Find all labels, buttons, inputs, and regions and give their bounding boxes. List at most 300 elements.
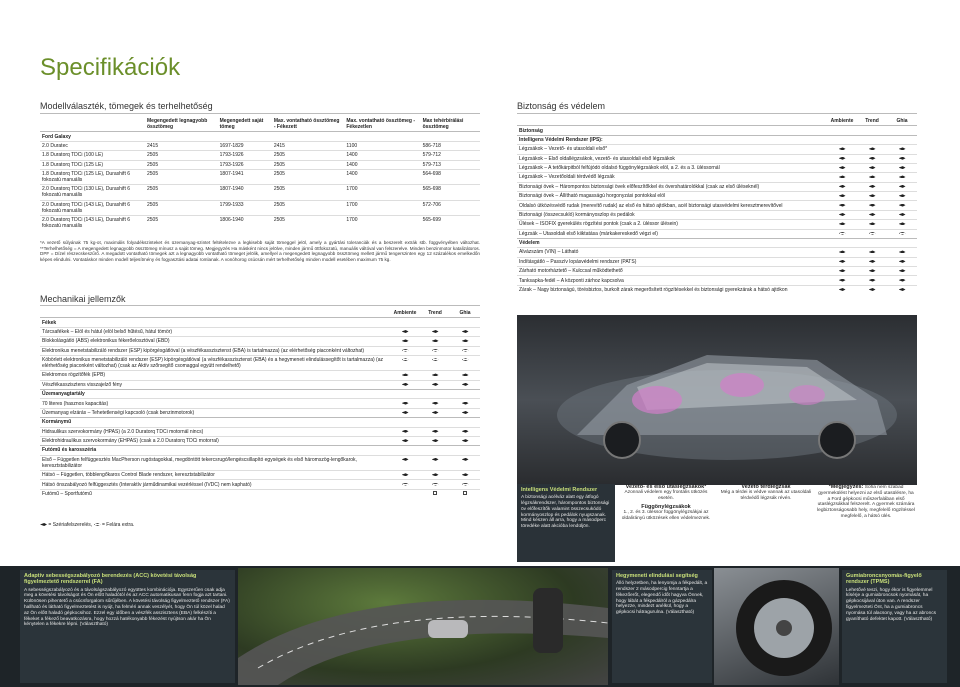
option-icon <box>402 358 409 361</box>
standard-icon <box>869 213 876 216</box>
standard-icon <box>869 157 876 160</box>
section-label: Üzemanyagtartály <box>40 390 390 399</box>
availability-cell <box>390 489 420 498</box>
availability-cell <box>887 182 917 191</box>
standard-icon <box>462 458 469 461</box>
option-icon <box>899 232 906 235</box>
feature-row <box>517 276 917 285</box>
standard-icon <box>402 439 409 442</box>
feature-row <box>517 210 917 219</box>
table-cell: 1700 <box>344 185 420 200</box>
mech-section-title: Mechanikai jellemzők <box>40 294 126 304</box>
availability-cell <box>887 220 917 229</box>
availability-cell <box>827 267 857 276</box>
standard-icon <box>899 194 906 197</box>
feature-label: Ülések – ISOFIX gyerekülés rögzítési pontok (csak a 2. üléssor ülésein) <box>517 220 827 229</box>
acc-title: Adaptív sebességszabályozó berendezés (ACC) követési távolság figyelmeztető rendszerrel (FA) <box>24 573 197 586</box>
feature-label: Hidraulikus szervokormány (HPAS) (a 2.0 Duratorq TDCi motornál nincs) <box>40 427 390 436</box>
table-cell: 1.8 Duratorq TDCi (125 LE) <box>40 160 145 169</box>
availability-cell <box>420 327 450 336</box>
feature-row <box>40 455 480 470</box>
standard-icon <box>432 330 439 333</box>
standard-icon <box>869 185 876 188</box>
availability-cell <box>450 408 480 417</box>
car-xray-image <box>517 315 917 485</box>
table-cell: 1793-1926 <box>218 160 272 169</box>
availability-cell <box>390 455 420 470</box>
availability-cell <box>887 145 917 154</box>
level-header: Ghia <box>896 118 908 125</box>
availability-cell <box>887 210 917 219</box>
availability-cell <box>857 220 887 229</box>
availability-cell <box>857 182 887 191</box>
feature-row <box>517 182 917 191</box>
section-label: Futómű és karosszéria <box>40 446 390 455</box>
feature-label: Biztonsági övek – Állítható magasságú horgonyzási pontokkal elöl <box>517 192 827 201</box>
standard-icon <box>839 213 846 216</box>
availability-cell <box>420 455 450 470</box>
standard-icon <box>839 260 846 263</box>
models-group-row <box>40 132 480 141</box>
standard-icon <box>899 157 906 160</box>
availability-cell <box>857 238 887 247</box>
standard-icon <box>899 250 906 253</box>
availability-cell <box>827 154 857 163</box>
models-header-cell: Megengedett saját tömeg <box>219 118 264 131</box>
standard-icon <box>869 269 876 272</box>
availability-cell <box>887 257 917 266</box>
standard-icon <box>402 411 409 414</box>
table-cell: 1697-1829 <box>218 141 272 150</box>
section-label: Intelligens Védelmi Rendszer (IPS): <box>517 135 827 144</box>
acc-road-image <box>238 568 608 685</box>
availability-cell <box>857 229 887 238</box>
standard-icon <box>839 157 846 160</box>
standard-icon <box>402 458 409 461</box>
standard-icon <box>869 222 876 225</box>
option-icon <box>462 483 469 486</box>
table-cell: 2505 <box>272 169 345 184</box>
availability-cell <box>420 489 450 498</box>
availability-cell <box>827 248 857 257</box>
table-cell: 564-698 <box>421 169 480 184</box>
models-section-title: Modellválaszték, tömegek és terhelhetőség <box>40 101 213 111</box>
note-title: *Megjegyzés: <box>828 484 864 490</box>
feature-label: Első – Független felfüggesztés MacPherson rugóstagokkal, megdöntött tekercsrugó/lengéscsillapító egységek és első háromszög-lengőkarok, keresztstabilizátor <box>40 455 390 470</box>
table-cell: 1700 <box>344 200 420 215</box>
models-header-row <box>40 117 480 132</box>
standard-icon <box>899 185 906 188</box>
option-icon <box>94 523 101 526</box>
feature-row <box>40 337 480 346</box>
feature-row <box>517 285 917 294</box>
availability-cell <box>390 436 420 445</box>
safety-section-title: Biztonság és védelem <box>517 101 606 111</box>
availability-cell <box>420 427 450 436</box>
standard-icon <box>402 383 409 386</box>
option-icon <box>402 349 409 352</box>
table-cell: 2.0 Duratorq TDCi (143 LE), Durashift 6 fokozatú manuális <box>40 216 145 231</box>
table-row <box>40 160 480 169</box>
square-icon <box>433 491 437 495</box>
standard-icon <box>869 204 876 207</box>
table-cell: 1400 <box>344 160 420 169</box>
level-header: Trend <box>428 310 442 317</box>
front-airbag-title: Vezető- és első utaslégzsákok* <box>625 484 707 490</box>
standard-icon <box>839 279 846 282</box>
availability-cell <box>827 163 857 172</box>
feature-row <box>517 173 917 182</box>
availability-cell <box>857 126 887 135</box>
standard-icon <box>869 166 876 169</box>
availability-cell <box>887 276 917 285</box>
section-label: Kormánymű <box>40 418 390 427</box>
standard-icon <box>869 279 876 282</box>
models-header-cell: Max tehérbírálási össztömeg <box>422 118 464 131</box>
availability-cell <box>827 238 857 247</box>
models-table <box>40 117 480 230</box>
feature-label: Légzsákok – Vezetőoldali térdvédő légzsák <box>517 173 827 182</box>
feature-label: Biztonsági (összecsukló) kormányoszlop és pedálok <box>517 210 827 219</box>
standard-icon <box>899 204 906 207</box>
section-label: Biztonság <box>517 126 827 135</box>
standard-icon <box>40 523 47 526</box>
availability-cell <box>450 446 480 455</box>
tpms-body: Lehetővé teszi, hogy ékor is figyelemmel kísérje a gumiabroncsok nyomását, ha gépkocsijával úton van. A rendszer figyelmezteti Önt, ha a gumiabroncs nyomása túl alacsony, vagy ha az abroncs gyanítható defektet kapott. (Választható) <box>846 587 937 622</box>
feature-label: Hátsó önszabályozó felfüggesztés (Interaktív járműdinamikai vezérléssel (IVDC) nem kapható) <box>40 480 390 489</box>
standard-icon <box>899 288 906 291</box>
feature-row <box>40 471 480 480</box>
standard-icon <box>432 402 439 405</box>
feature-row <box>40 380 480 389</box>
availability-cell <box>827 276 857 285</box>
standard-icon <box>432 430 439 433</box>
standard-icon <box>462 373 469 376</box>
feature-label: 70 literes (hasznos kapacitás) <box>40 399 390 408</box>
standard-icon <box>432 439 439 442</box>
feature-label: Elektronikus menetstabilizáló rendszer (ESP) kipörgésgátlóval (a vészfékasszisztenst (EBA) is tartalmazza) (az elérhetőség piaconként változhat) <box>40 346 390 355</box>
availability-cell <box>887 126 917 135</box>
table-cell: 1.8 Duratorq TDCi (100 LE) <box>40 151 145 160</box>
curtain-airbag-body: 1., 2. és 3. üléssor függönylégzsákjai az oldalirányú ütközések ellen védelmeznek. <box>621 510 711 521</box>
standard-icon <box>839 204 846 207</box>
availability-cell <box>450 346 480 355</box>
table-row <box>40 216 480 231</box>
availability-cell <box>420 446 450 455</box>
mech-table <box>40 309 480 498</box>
availability-cell <box>857 201 887 210</box>
feature-label: Tanksapka-fedél – A központi zárhoz kapcsolva <box>517 276 827 285</box>
table-row <box>40 151 480 160</box>
availability-cell <box>450 489 480 498</box>
availability-cell <box>390 371 420 380</box>
standard-icon <box>432 473 439 476</box>
feature-row <box>517 257 917 266</box>
availability-cell <box>827 210 857 219</box>
models-header-cell: Max. vontatható össztömeg - Fékezett <box>273 118 340 131</box>
feature-label: Légzsákok – A tetőkárpitból felfújódó oldalsó függönylégzsákok elöl, a 2. és a 3. üléssornál <box>517 163 827 172</box>
availability-cell <box>390 380 420 389</box>
availability-cell <box>827 192 857 201</box>
table-cell: 2505 <box>145 200 218 215</box>
page-title: Specifikációk <box>40 54 181 81</box>
availability-cell <box>450 471 480 480</box>
availability-cell <box>420 471 450 480</box>
availability-cell <box>857 192 887 201</box>
feature-label: Zárható motorháztető – Kulccsal működtethető <box>517 267 827 276</box>
table-cell: 572-706 <box>421 200 480 215</box>
front-airbag-box <box>617 484 715 522</box>
knee-airbag-title: Vezető térdlégzsák <box>741 484 791 490</box>
availability-cell <box>887 135 917 144</box>
standard-icon <box>899 175 906 178</box>
availability-cell <box>450 418 480 427</box>
feature-label: Tárcsafékek – Elöl és hátul (elöl belső hűtésű, hátul tömör) <box>40 327 390 336</box>
table-cell: 1100 <box>344 141 420 150</box>
availability-cell <box>390 480 420 489</box>
availability-cell <box>857 135 887 144</box>
feature-label: Biztonsági övek – Hárompontos biztonsági övek előfeszítőkkel és övershatárolókkal (csak az első üléseknél) <box>517 182 827 191</box>
safety-table <box>517 117 917 294</box>
front-airbag-body: Azonnali védelem egy frontális ütközés esetén. <box>624 490 708 502</box>
standard-icon <box>462 339 469 342</box>
models-footnote: *A vezető súlyának 75 kg-ot, maximális folyadékszinteket és üzemanyag-szintet feltételezve a legkisebb saját tömeggel jelöl, amely a gyártási toleranciák és a beszerelt extrák stb. függvényében változhat. **Terhelhetőség = A megengedett legnagyobb össztömeg mínusz a saját tömeg. Megjegyzés Ha másként nincs jelölve, minden jármű öttfokozatú, manuális váltóval van felszerelve. Minden benzinmotor katalizátoros. DPF = Dízel részecskeszűrő. A megadott vontatható tömegek azt a legnagyobb vontatható tömeget jelölik, amellyel a megengedett legnagyobb össztömeg mellett jármű tengerszinten egy 12 százalékos emelkedőn képes elindulni. Vontatáskor minden modell teljesítmény és fogyasztási adatai romlanak. A vonóhorog csúcsán mért terhelhetőség minden modell esetében maximum 75 kg. <box>40 240 480 262</box>
feature-row <box>40 346 480 355</box>
availability-cell <box>827 257 857 266</box>
section-row <box>517 238 917 247</box>
standard-icon <box>869 175 876 178</box>
level-header: Ghia <box>459 310 471 317</box>
table-cell: 2505 <box>272 200 345 215</box>
availability-cell <box>450 327 480 336</box>
availability-cell <box>390 337 420 346</box>
feature-row <box>517 220 917 229</box>
standard-icon <box>402 473 409 476</box>
standard-icon <box>402 339 409 342</box>
standard-icon <box>839 250 846 253</box>
availability-cell <box>390 327 420 336</box>
table-cell: 1700 <box>344 216 420 231</box>
option-icon <box>462 349 469 352</box>
models-header-cell <box>40 117 145 132</box>
hill-start-title: Hegymeneti elindulási segítség <box>616 573 698 579</box>
table-cell: 1806-1940 <box>218 216 272 231</box>
availability-cell <box>887 192 917 201</box>
availability-cell <box>450 436 480 445</box>
table-cell: 1793-1926 <box>218 151 272 160</box>
availability-cell <box>857 285 887 294</box>
availability-cell <box>827 201 857 210</box>
availability-cell <box>857 154 887 163</box>
table-row <box>40 169 480 184</box>
tpms-box <box>842 570 947 683</box>
section-row <box>40 418 480 427</box>
availability-cell <box>887 229 917 238</box>
table-row <box>40 200 480 215</box>
standard-icon <box>869 250 876 253</box>
availability-cell <box>450 427 480 436</box>
hill-start-body: Álló helyzetben, ha lenyomja a fékpedált, a rendszer 2 másodpercig fenntartja a fékezőerőt, elegendő időt hagyva Önnek, hogy lábát a fékpedálról a gázpedálra helyezze, mindezt anélkül, hogy a gépkocsi hátragurulna. (Választható) <box>616 581 708 616</box>
availability-cell <box>857 145 887 154</box>
section-row <box>517 135 917 144</box>
feature-row <box>517 154 917 163</box>
table-cell: 2.0 Duratec <box>40 141 145 150</box>
table-cell: 2505 <box>272 151 345 160</box>
table-cell: 1400 <box>344 169 420 184</box>
curtain-airbag-title: Függönylégzsákok <box>641 503 691 510</box>
models-group-label: Ford Galaxy <box>40 132 480 141</box>
availability-cell <box>420 371 450 380</box>
legend-option: = Felára extra. <box>101 522 135 528</box>
table-cell: 586-718 <box>421 141 480 150</box>
standard-icon <box>899 279 906 282</box>
table-cell: 579-712 <box>421 151 480 160</box>
standard-icon <box>462 383 469 386</box>
availability-cell <box>857 163 887 172</box>
availability-cell <box>857 210 887 219</box>
standard-icon <box>899 222 906 225</box>
availability-cell <box>887 285 917 294</box>
table-cell: 2505 <box>145 216 218 231</box>
models-header-cell: Max. vontatható össztömeg - Fékezetlen <box>346 118 415 131</box>
feature-label: Elektromos rögzítőfék (EPB) <box>40 371 390 380</box>
availability-cell <box>420 418 450 427</box>
availability-cell <box>420 355 450 370</box>
availability-cell <box>450 380 480 389</box>
availability-cell <box>420 408 450 417</box>
ips-box-body: A biztonsági acélváz alatt egy átfogó légzsákrendszer, hárompontos biztonsági öv előfeszítők valamint összecsukódó kormányoszlop és pedálok nyugszanak. Mind készen áll arra, hogy a másodperc töredéke alatt akcióba lendüljön. <box>521 495 610 530</box>
feature-row <box>40 399 480 408</box>
table-cell: 2.0 Duratorq TDCi (143 LE), Durashift 6 fokozatú manuális <box>40 200 145 215</box>
table-cell: 565-698 <box>421 185 480 200</box>
tpms-title: Gumiabroncsnyomás-figyelő rendszer (TPMS) <box>846 573 922 586</box>
standard-icon <box>402 430 409 433</box>
availability-cell <box>390 399 420 408</box>
availability-cell <box>857 257 887 266</box>
feature-row <box>517 267 917 276</box>
availability-cell <box>390 418 420 427</box>
option-icon <box>432 358 439 361</box>
table-cell: 2415 <box>272 141 345 150</box>
availability-cell <box>887 173 917 182</box>
standard-icon <box>839 175 846 178</box>
availability-cell <box>827 126 857 135</box>
feature-row <box>40 489 480 498</box>
section-row <box>40 390 480 399</box>
availability-cell <box>827 173 857 182</box>
standard-icon <box>899 260 906 263</box>
standard-icon <box>462 430 469 433</box>
standard-icon <box>839 269 846 272</box>
standard-icon <box>432 458 439 461</box>
availability-cell <box>420 346 450 355</box>
table-cell: 2505 <box>272 216 345 231</box>
level-header-row <box>517 117 917 126</box>
availability-cell <box>450 371 480 380</box>
option-icon <box>462 358 469 361</box>
tyre-image <box>714 568 839 685</box>
availability-cell <box>857 173 887 182</box>
availability-cell <box>857 267 887 276</box>
availability-cell <box>420 337 450 346</box>
table-cell: 2.0 Duratorq TDCi (130 LE), Durashift 6 fokozatú manuális <box>40 185 145 200</box>
section-label: Védelem <box>517 238 827 247</box>
feature-label: Üzemanyag elzárás – Tehetetlenségi kapcsoló (csak benzinmotorok) <box>40 408 390 417</box>
feature-label: Légzsák – Utasoldali első kiiktatása (márkakereskedő végzi el) <box>517 229 827 238</box>
section-row <box>517 126 917 135</box>
knee-airbag-box <box>717 484 815 502</box>
availability-cell <box>450 399 480 408</box>
standard-icon <box>869 147 876 150</box>
availability-cell <box>827 135 857 144</box>
standard-icon <box>462 402 469 405</box>
availability-cell <box>827 220 857 229</box>
table-cell: 579-713 <box>421 160 480 169</box>
availability-cell <box>450 318 480 327</box>
availability-cell <box>390 346 420 355</box>
standard-icon <box>402 402 409 405</box>
standard-icon <box>432 339 439 342</box>
availability-cell <box>390 471 420 480</box>
availability-cell <box>450 355 480 370</box>
standard-icon <box>869 194 876 197</box>
feature-label: Vészfékasszisztens visszajelző fény <box>40 380 390 389</box>
availability-cell <box>420 380 450 389</box>
standard-icon <box>839 194 846 197</box>
availability-cell <box>420 390 450 399</box>
availability-cell <box>390 318 420 327</box>
availability-cell <box>450 337 480 346</box>
feature-label: Légzsákok – Vezető- és utasoldali első* <box>517 145 827 154</box>
standard-icon <box>432 411 439 414</box>
table-cell: 1807-1940 <box>218 185 272 200</box>
feature-label: Blokkolásgátló (ABS) elektronikus fékerőelosztóval (EBD) <box>40 337 390 346</box>
standard-icon <box>462 330 469 333</box>
standard-icon <box>432 373 439 376</box>
availability-cell <box>887 154 917 163</box>
option-icon <box>839 232 846 235</box>
note-box <box>817 484 915 520</box>
option-icon <box>869 232 876 235</box>
section-row <box>40 446 480 455</box>
note-body: Soha nem szabad gyermekülést helyezni az első utasülésre, ha a Ford gépkocsi műszerfalában első utaslégzsákkal felszerelt. A gyermek számára legbiztonságosabb hely, megfelelő rögzítéssel megfelelő, a hátsó ülés. <box>817 485 915 519</box>
table-row <box>40 141 480 150</box>
table-cell: 2505 <box>145 169 218 184</box>
availability-cell <box>827 285 857 294</box>
standard-icon <box>839 166 846 169</box>
feature-label: Zárak – Nagy biztonságú, törésbiztos, burkolt zárak megerősített rögzítésekkel és biztonsági gyerekzárak a hátsó ajtókon <box>517 285 827 294</box>
feature-row <box>517 229 917 238</box>
availability-cell <box>390 355 420 370</box>
availability-cell <box>390 390 420 399</box>
availability-cell <box>887 238 917 247</box>
standard-icon <box>839 222 846 225</box>
acc-body: A sebességszabályozó és a távolságszabályozó együttes kombinációja. Egyszerűen csak adja meg a követési távolságot és Ön előtt haladótól és az ACC automatikusan fenn fogja azt tartani. Különösen pihentető a csúcsforgalom sűrűjében. A követési távolság figyelmeztető rendszer (FA) hallható és látható figyelmeztetést is nyújt, ha felméri annak veszélyét, hogy Ön túl közel halad az Ön előtt haladó gépkocsihoz. Ezzel egy időben a vészfék asszisztens (EBA) felkészíti a fékeket a fékező beavatkozásra, hogy hozzá hatékonyabb fékezést nyújtson akár ha Ön kénytelen a fékekre lépni. (Választható) <box>24 587 230 628</box>
feature-row <box>517 248 917 257</box>
availability-cell <box>857 276 887 285</box>
feature-label: Légzsákok – Első oldallégzsákok, vezető- és utasoldali első légzsákok <box>517 154 827 163</box>
section-label: Fékek <box>40 318 390 327</box>
availability-cell <box>450 390 480 399</box>
level-header: Trend <box>865 118 879 125</box>
feature-label: Alvázszám (VIN) – Látható <box>517 248 827 257</box>
table-cell: 1.8 Duratorq TDCi (125 LE), Durashift 6 fokozatú manuális <box>40 169 145 184</box>
availability-cell <box>827 182 857 191</box>
option-icon <box>432 483 439 486</box>
availability-cell <box>420 318 450 327</box>
standard-icon <box>899 166 906 169</box>
feature-row <box>517 145 917 154</box>
